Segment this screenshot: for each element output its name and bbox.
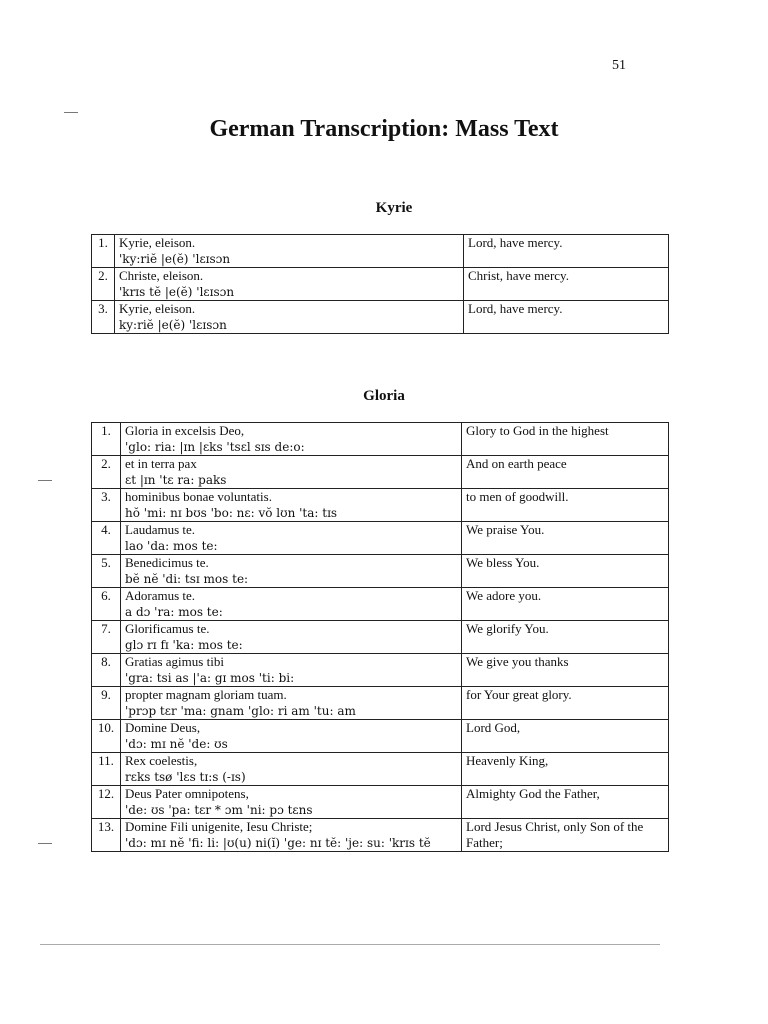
english-translation: We bless You. (462, 555, 669, 588)
row-number: 7. (92, 621, 121, 654)
row-number: 10. (92, 720, 121, 753)
ipa-transcription: glɔ rɪ fɪ 'ka: mos te: (125, 638, 243, 652)
latin-cell (121, 588, 462, 621)
latin-text: Domine Fili unigenite, Iesu Christe; (125, 819, 313, 834)
english-translation: Christ, have mercy. (464, 268, 669, 301)
gloria-heading: Gloria (363, 388, 405, 404)
table-row (92, 819, 669, 852)
latin-text: Glorificamus te. (125, 621, 210, 636)
ipa-transcription: 'de: ʊs 'pa: tɛr * ɔm 'ni: pɔ tɛns (125, 803, 313, 817)
margin-mark (38, 843, 52, 844)
latin-cell (121, 786, 462, 819)
row-number: 13. (92, 819, 121, 852)
latin-cell (121, 489, 462, 522)
english-translation: Lord, have mercy. (464, 235, 669, 268)
table-row (92, 786, 669, 819)
ipa-transcription: lao 'da: mos te: (125, 539, 218, 553)
row-number: 12. (92, 786, 121, 819)
page-title: German Transcription: Mass Text (209, 116, 559, 142)
row-number: 1. (92, 235, 115, 268)
english-translation: And on earth peace (462, 456, 669, 489)
row-number: 3. (92, 489, 121, 522)
english-translation: Glory to God in the highest (462, 423, 669, 456)
ipa-transcription: 'dɔ: mɪ nĕ 'fi: li: |ʊ(u) ni(ĭ) 'ge: nɪ tĕ: 'je: su: 'krɪs tĕ (125, 836, 431, 850)
table-row (92, 235, 669, 268)
ipa-transcription: ky:riĕ |e(ĕ) 'lɛɪsɔn (119, 318, 227, 332)
row-number: 2. (92, 268, 115, 301)
ipa-transcription: 'dɔ: mɪ nĕ 'de: ʊs (125, 737, 228, 751)
english-translation: for Your great glory. (462, 687, 669, 720)
ipa-transcription: 'gra: tsi as |'a: gɪ mos 'ti: bi: (125, 671, 295, 685)
ipa-transcription: rɛks tsø 'lɛs tɪ:s (-ɪs) (125, 770, 246, 784)
ipa-transcription: hŏ 'mi: nɪ bʊs 'bo: nɛ: vŏ lʊn 'ta: tɪs (125, 506, 338, 520)
row-number: 8. (92, 654, 121, 687)
latin-text: Deus Pater omnipotens, (125, 786, 249, 801)
margin-mark (64, 112, 78, 113)
latin-text: hominibus bonae voluntatis. (125, 489, 272, 504)
latin-cell (121, 687, 462, 720)
english-translation: to men of goodwill. (462, 489, 669, 522)
latin-text: Gloria in excelsis Deo, (125, 423, 245, 438)
table-row (92, 423, 669, 456)
latin-text: Adoramus te. (125, 588, 196, 603)
latin-text: Kyrie, eleison. (119, 301, 196, 316)
page-number: 51 (612, 58, 626, 73)
latin-text: Christe, eleison. (119, 268, 204, 283)
table-row (92, 753, 669, 786)
row-number: 4. (92, 522, 121, 555)
latin-cell (121, 753, 462, 786)
latin-cell (121, 555, 462, 588)
english-translation: Lord God, (462, 720, 669, 753)
row-number: 9. (92, 687, 121, 720)
ipa-transcription: ɛt |ɪn 'tɛ ra: paks (125, 473, 227, 487)
ipa-transcription: 'glo: ria: |ɪn |ɛks 'tsɛl sɪs de:o: (125, 440, 305, 454)
table-row (92, 687, 669, 720)
table-row (92, 522, 669, 555)
margin-mark (38, 480, 52, 481)
ipa-transcription: a dɔ 'ra: mos te: (125, 605, 223, 619)
latin-text: Kyrie, eleison. (119, 235, 196, 250)
latin-cell (115, 235, 464, 268)
gloria-table (91, 422, 669, 852)
latin-cell (115, 268, 464, 301)
latin-cell (121, 654, 462, 687)
latin-cell (121, 423, 462, 456)
kyrie-table (91, 234, 669, 334)
table-row (92, 268, 669, 301)
latin-text: Benedicimus te. (125, 555, 209, 570)
latin-text: et in terra pax (125, 456, 197, 471)
latin-cell (121, 720, 462, 753)
ipa-transcription: 'krɪs tĕ |e(ĕ) 'lɛɪsɔn (119, 285, 235, 299)
latin-cell (121, 456, 462, 489)
row-number: 2. (92, 456, 121, 489)
english-translation: Almighty God the Father, (462, 786, 669, 819)
english-translation: We glorify You. (462, 621, 669, 654)
english-translation: We adore you. (462, 588, 669, 621)
latin-cell (121, 819, 462, 852)
footer-rule (40, 944, 660, 945)
table-row (92, 720, 669, 753)
latin-cell (121, 522, 462, 555)
table-row (92, 588, 669, 621)
table-row (92, 654, 669, 687)
latin-cell (115, 301, 464, 334)
row-number: 6. (92, 588, 121, 621)
english-translation: We give you thanks (462, 654, 669, 687)
table-row (92, 301, 669, 334)
english-translation: Heavenly King, (462, 753, 669, 786)
latin-text: Domine Deus, (125, 720, 201, 735)
latin-cell (121, 621, 462, 654)
latin-text: Gratias agimus tibi (125, 654, 224, 669)
latin-text: Laudamus te. (125, 522, 196, 537)
table-row (92, 621, 669, 654)
row-number: 1. (92, 423, 121, 456)
english-translation: We praise You. (462, 522, 669, 555)
latin-text: Rex coelestis, (125, 753, 198, 768)
table-row (92, 489, 669, 522)
english-translation: Lord Jesus Christ, only Son of the Father; (462, 819, 669, 852)
table-row (92, 555, 669, 588)
kyrie-heading: Kyrie (375, 200, 413, 216)
row-number: 3. (92, 301, 115, 334)
english-translation: Lord, have mercy. (464, 301, 669, 334)
ipa-transcription: 'ky:riĕ |e(ĕ) 'lɛɪsɔn (119, 252, 231, 266)
table-row (92, 456, 669, 489)
latin-text: propter magnam gloriam tuam. (125, 687, 287, 702)
row-number: 5. (92, 555, 121, 588)
ipa-transcription: bĕ nĕ 'di: tsɪ mos te: (125, 572, 249, 586)
row-number: 11. (92, 753, 121, 786)
ipa-transcription: 'prɔp tɛr 'ma: gnam 'glo: ri am 'tu: am (125, 704, 356, 718)
